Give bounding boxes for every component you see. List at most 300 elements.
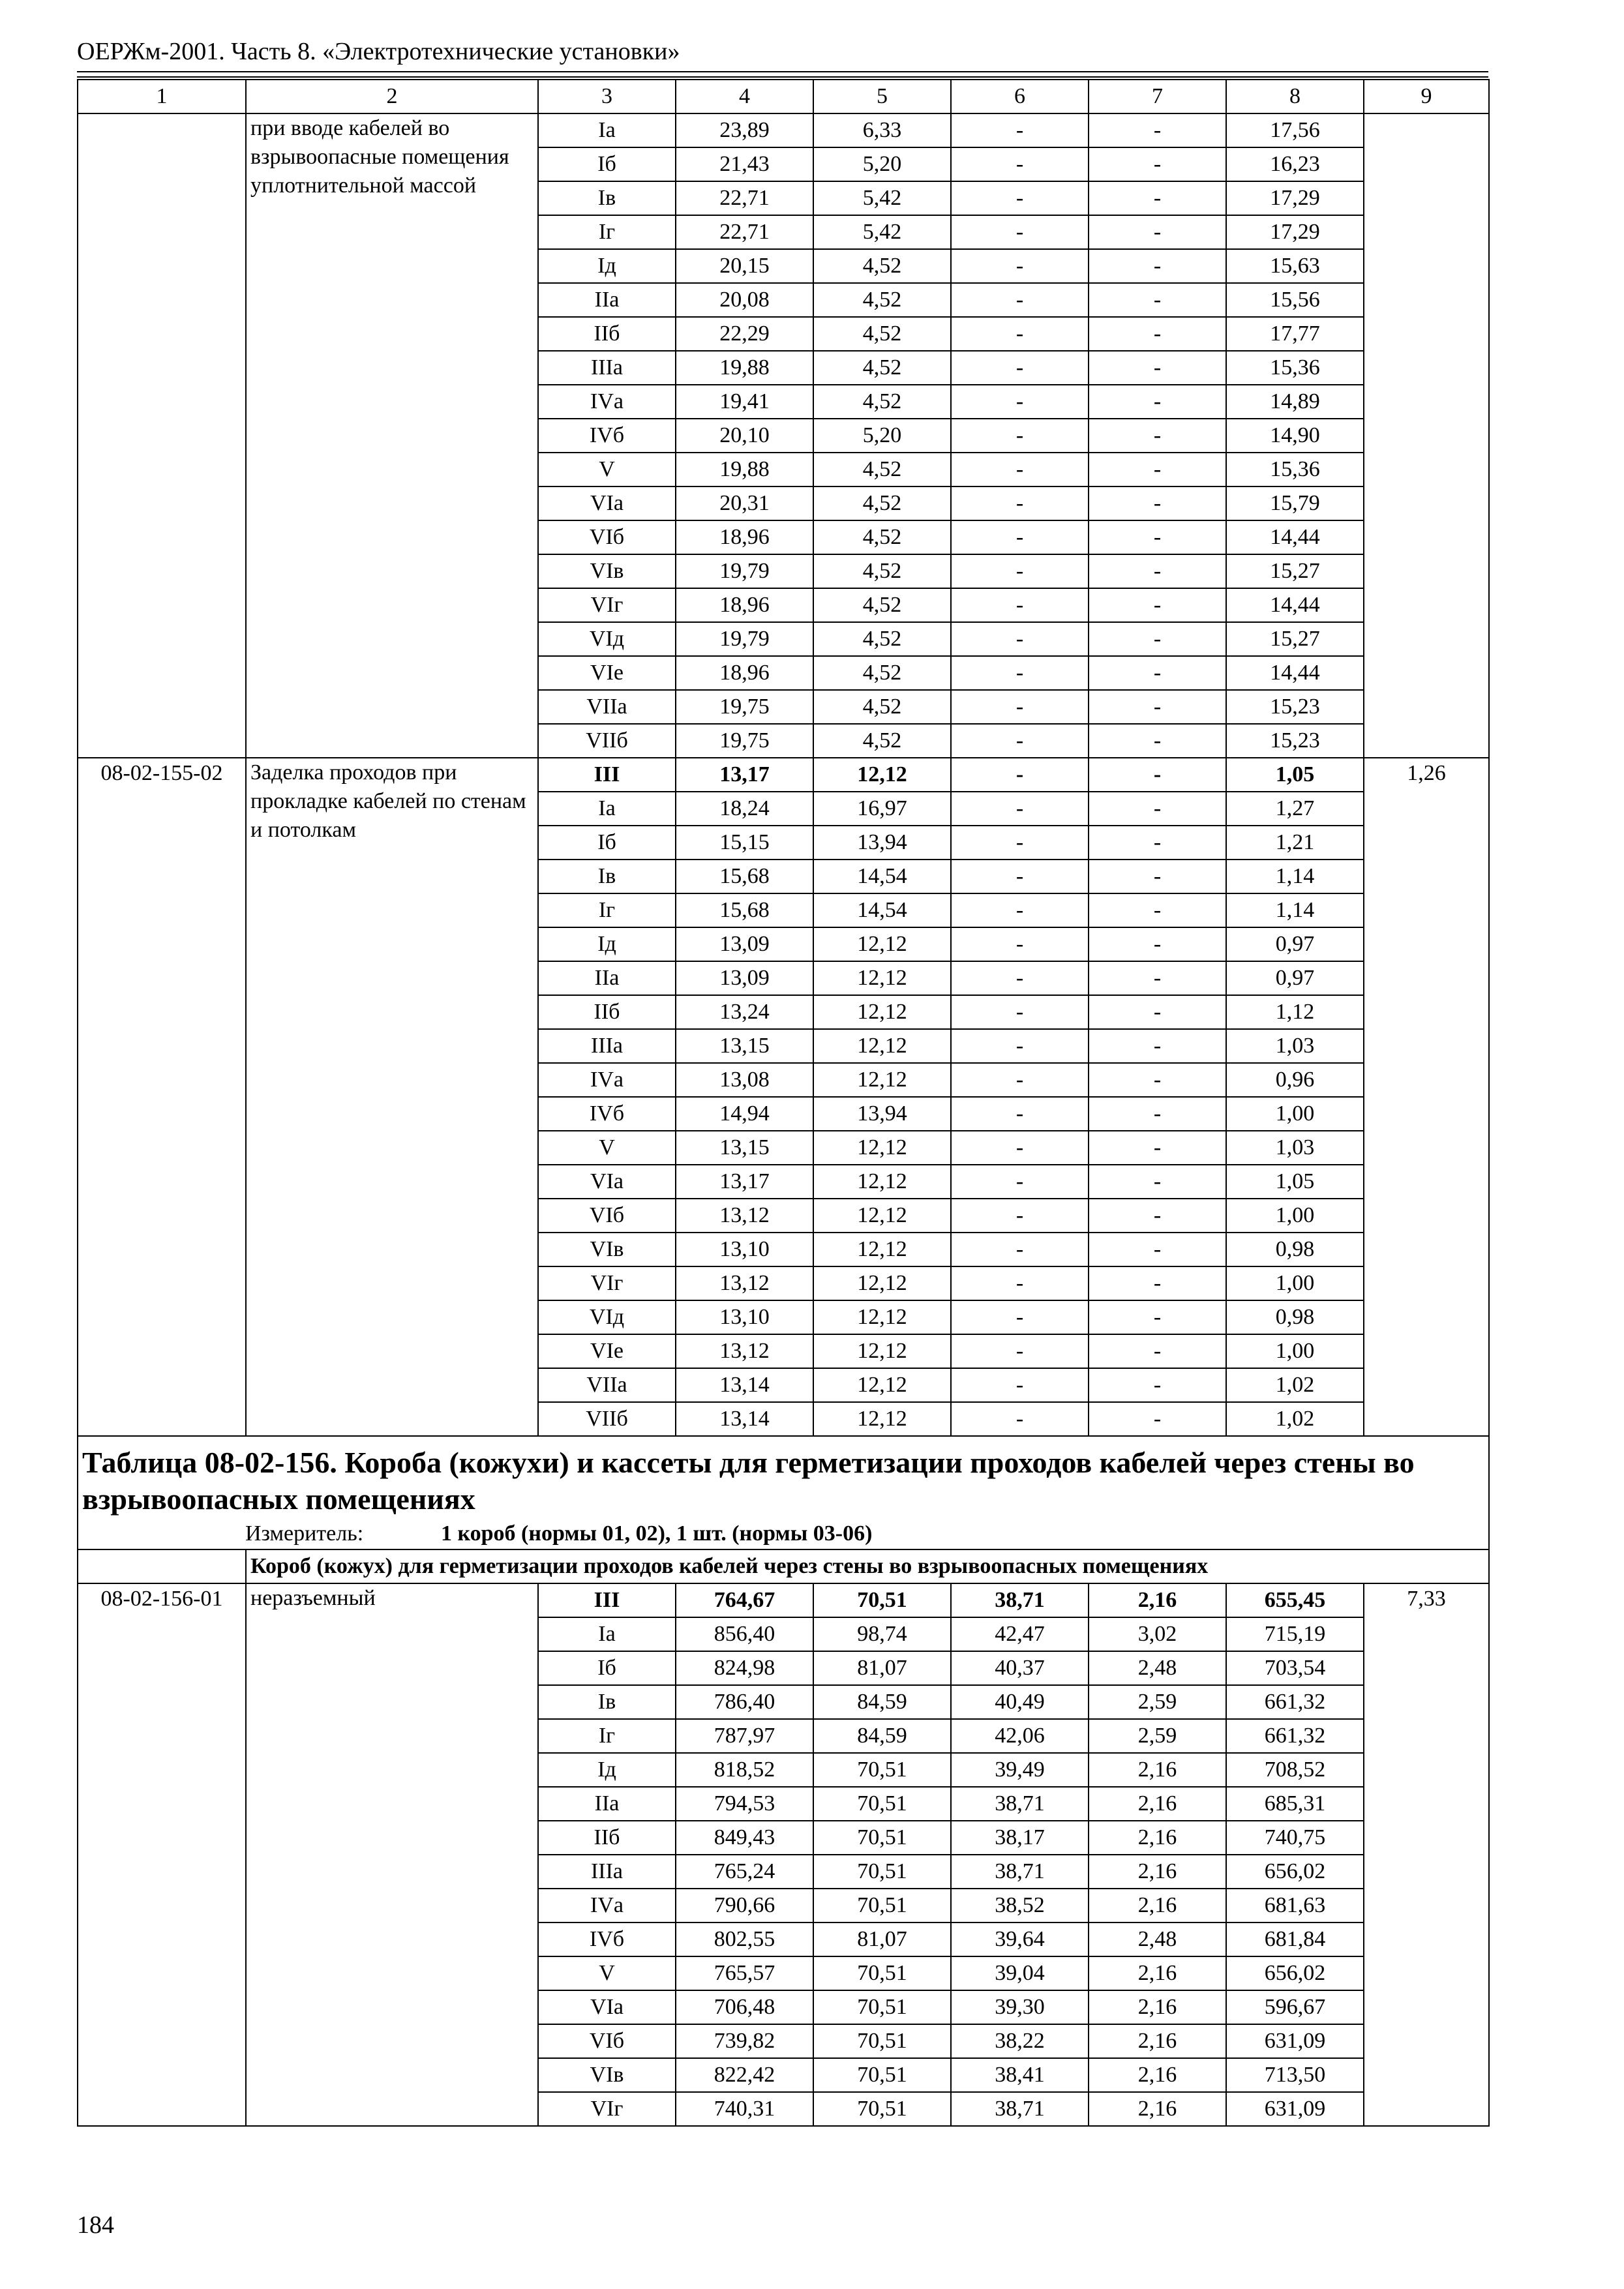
table-cell: IIб — [538, 1821, 676, 1855]
table-cell: 12,12 — [813, 1233, 951, 1266]
table-cell: 2,16 — [1089, 1753, 1226, 1787]
table-cell: VIг — [538, 1266, 676, 1300]
table-cell: 70,51 — [813, 1990, 951, 2024]
table-cell: 19,88 — [676, 453, 813, 486]
table-cell: 0,97 — [1226, 961, 1364, 995]
table-cell: - — [951, 181, 1089, 215]
table-cell: 2,16 — [1089, 1583, 1226, 1617]
table-cell: 13,17 — [676, 1165, 813, 1199]
table-cell: IVб — [538, 1097, 676, 1131]
table-cell: - — [951, 758, 1089, 792]
table-cell: 12,12 — [813, 1199, 951, 1233]
table-cell: - — [1089, 1402, 1226, 1436]
table-cell: 4,52 — [813, 724, 951, 758]
table-cell: 2,16 — [1089, 1787, 1226, 1821]
table-cell: - — [1089, 147, 1226, 181]
table-cell: - — [1089, 792, 1226, 826]
table-cell: VIе — [538, 656, 676, 690]
table-cell: 822,42 — [676, 2058, 813, 2092]
table-cell: - — [951, 249, 1089, 283]
table-cell: 13,94 — [813, 826, 951, 860]
table-cell: - — [951, 1233, 1089, 1266]
table-cell: - — [1089, 588, 1226, 622]
column-number: 7 — [1089, 80, 1226, 113]
table-cell: 19,41 — [676, 385, 813, 419]
column-number: 9 — [1364, 80, 1489, 113]
table-cell: 70,51 — [813, 1855, 951, 1889]
table-cell: 2,16 — [1089, 1821, 1226, 1855]
table-cell: 40,49 — [951, 1685, 1089, 1719]
table-cell: Iг — [538, 1719, 676, 1753]
table-cell: 2,16 — [1089, 1889, 1226, 1922]
table-cell: - — [951, 588, 1089, 622]
table-cell: Iд — [538, 927, 676, 961]
table-cell: VIе — [538, 1334, 676, 1368]
table-cell: 13,15 — [676, 1029, 813, 1063]
table-cell: IVа — [538, 385, 676, 419]
table-cell: 42,47 — [951, 1617, 1089, 1651]
column-number: 4 — [676, 80, 813, 113]
table-cell: VIв — [538, 554, 676, 588]
table-cell: - — [1089, 1233, 1226, 1266]
column-number: 3 — [538, 80, 676, 113]
table-cell: 739,82 — [676, 2024, 813, 2058]
table-cell: 38,41 — [951, 2058, 1089, 2092]
table-cell: 1,02 — [1226, 1402, 1364, 1436]
table-cell: - — [1089, 419, 1226, 453]
table-cell: VIа — [538, 1165, 676, 1199]
table-cell: - — [951, 792, 1089, 826]
table-cell: 4,52 — [813, 520, 951, 554]
table-cell: 38,22 — [951, 2024, 1089, 2058]
table-cell: 703,54 — [1226, 1651, 1364, 1685]
table-cell: 0,98 — [1226, 1233, 1364, 1266]
table-cell: - — [951, 690, 1089, 724]
table-cell: 12,12 — [813, 1165, 951, 1199]
table-cell: - — [1089, 283, 1226, 317]
meter-row — [78, 1519, 1489, 1549]
table-cell: 38,71 — [951, 1583, 1089, 1617]
table-cell: 3,02 — [1089, 1617, 1226, 1651]
table-cell: 5,42 — [813, 215, 951, 249]
norm-code: 08-02-156-01 — [78, 1583, 246, 2126]
table-cell: VIб — [538, 2024, 676, 2058]
table-cell: 12,12 — [813, 927, 951, 961]
table-cell: 713,50 — [1226, 2058, 1364, 2092]
table-cell: 22,71 — [676, 215, 813, 249]
table-cell: VIIб — [538, 724, 676, 758]
table-cell: 17,56 — [1226, 113, 1364, 147]
table-cell: V — [538, 1131, 676, 1165]
table-cell: 12,12 — [813, 995, 951, 1029]
column-number: 1 — [78, 80, 246, 113]
table-cell: 5,42 — [813, 181, 951, 215]
table-cell: 2,59 — [1089, 1719, 1226, 1753]
column-number: 8 — [1226, 80, 1364, 113]
table-cell: 12,12 — [813, 758, 951, 792]
table-cell: 596,67 — [1226, 1990, 1364, 2024]
table-cell: 0,96 — [1226, 1063, 1364, 1097]
table-cell: - — [1089, 1266, 1226, 1300]
table-cell: V — [538, 1956, 676, 1990]
table-cell: Iд — [538, 249, 676, 283]
table-cell: - — [951, 215, 1089, 249]
table-cell: IIIа — [538, 1029, 676, 1063]
table-cell: - — [1089, 995, 1226, 1029]
table-cell: 765,24 — [676, 1855, 813, 1889]
table-cell: 20,15 — [676, 249, 813, 283]
table-cell: - — [1089, 724, 1226, 758]
table-cell: 818,52 — [676, 1753, 813, 1787]
table-cell: Iб — [538, 1651, 676, 1685]
table-cell: IIб — [538, 995, 676, 1029]
table-cell: 1,05 — [1226, 1165, 1364, 1199]
table-cell: - — [951, 1368, 1089, 1402]
table-cell: 4,52 — [813, 486, 951, 520]
table-cell: - — [951, 1199, 1089, 1233]
column-9-value — [1364, 113, 1489, 758]
table-cell: Iг — [538, 893, 676, 927]
table-cell: 15,36 — [1226, 351, 1364, 385]
table-cell: 1,00 — [1226, 1097, 1364, 1131]
table-cell: 2,16 — [1089, 2024, 1226, 2058]
table-cell: 13,15 — [676, 1131, 813, 1165]
table-cell: 15,79 — [1226, 486, 1364, 520]
table-cell: - — [951, 385, 1089, 419]
table-cell: 38,52 — [951, 1889, 1089, 1922]
table-cell: 2,16 — [1089, 2058, 1226, 2092]
table-cell: 19,79 — [676, 622, 813, 656]
table-cell: 681,63 — [1226, 1889, 1364, 1922]
table-cell: - — [951, 113, 1089, 147]
table-cell: 740,75 — [1226, 1821, 1364, 1855]
table-cell: 824,98 — [676, 1651, 813, 1685]
table-cell: 1,27 — [1226, 792, 1364, 826]
table-cell: - — [951, 860, 1089, 893]
table-cell: 2,16 — [1089, 2092, 1226, 2126]
table-cell: 1,00 — [1226, 1334, 1364, 1368]
table-cell: - — [951, 656, 1089, 690]
table-cell: Iа — [538, 792, 676, 826]
subheading-row — [78, 1549, 1489, 1583]
table-cell: V — [538, 453, 676, 486]
table-cell: 14,54 — [813, 893, 951, 927]
table-cell: VIа — [538, 1990, 676, 2024]
table-cell: 84,59 — [813, 1719, 951, 1753]
table-title-row — [78, 1436, 1489, 1519]
table-cell: 84,59 — [813, 1685, 951, 1719]
table-cell: Iб — [538, 826, 676, 860]
table-cell: 15,68 — [676, 860, 813, 893]
table-cell: 13,09 — [676, 927, 813, 961]
table-cell: 70,51 — [813, 2024, 951, 2058]
column-numbers-row — [78, 80, 1489, 113]
table-cell: IIIа — [538, 351, 676, 385]
table-cell: 12,12 — [813, 1266, 951, 1300]
table-cell: - — [1089, 893, 1226, 927]
table-cell: 4,52 — [813, 249, 951, 283]
table-cell: 4,52 — [813, 385, 951, 419]
table-cell: 5,20 — [813, 147, 951, 181]
table-cell: 4,52 — [813, 283, 951, 317]
table-cell: 70,51 — [813, 1821, 951, 1855]
table-cell: - — [951, 1097, 1089, 1131]
table-cell: - — [1089, 1165, 1226, 1199]
table-cell: 38,71 — [951, 2092, 1089, 2126]
table-cell: Iд — [538, 1753, 676, 1787]
table-cell: VIа — [538, 486, 676, 520]
table-cell: - — [1089, 622, 1226, 656]
table-cell: 16,97 — [813, 792, 951, 826]
table-cell: IVб — [538, 1922, 676, 1956]
header-rule — [77, 71, 1488, 72]
table-cell: - — [1089, 486, 1226, 520]
table-cell: VIIа — [538, 690, 676, 724]
table-cell: 39,64 — [951, 1922, 1089, 1956]
table-cell: - — [951, 893, 1089, 927]
table-cell: IVб — [538, 419, 676, 453]
table-cell: 15,23 — [1226, 724, 1364, 758]
table-cell: 12,12 — [813, 1063, 951, 1097]
table-cell: VIб — [538, 520, 676, 554]
table-cell: 21,43 — [676, 147, 813, 181]
table-cell: 15,27 — [1226, 554, 1364, 588]
table-cell: 13,94 — [813, 1097, 951, 1131]
table-cell: 1,00 — [1226, 1199, 1364, 1233]
table-cell: - — [1089, 656, 1226, 690]
table-cell: - — [1089, 1368, 1226, 1402]
table-cell: VIв — [538, 1233, 676, 1266]
table-cell: - — [951, 554, 1089, 588]
meter-cell — [78, 1519, 1489, 1549]
table-cell: 13,10 — [676, 1233, 813, 1266]
table-cell: IIа — [538, 961, 676, 995]
table-cell: 661,32 — [1226, 1719, 1364, 1753]
table-cell: 4,52 — [813, 690, 951, 724]
table-cell: 1,03 — [1226, 1131, 1364, 1165]
table-cell: Iа — [538, 113, 676, 147]
norm-description: Заделка проходов при прокладке кабелей по стенам и потолкам — [246, 758, 538, 1436]
table-cell: 17,29 — [1226, 181, 1364, 215]
table-cell: Iв — [538, 1685, 676, 1719]
table-cell: 17,77 — [1226, 317, 1364, 351]
table-cell: 12,12 — [813, 1300, 951, 1334]
table-cell: 2,48 — [1089, 1922, 1226, 1956]
table-cell: 4,52 — [813, 317, 951, 351]
table-cell: 15,63 — [1226, 249, 1364, 283]
table-cell: - — [951, 520, 1089, 554]
table-cell: 12,12 — [813, 1368, 951, 1402]
table-cell: - — [1089, 453, 1226, 486]
table-cell: III — [538, 1583, 676, 1617]
table-cell: 18,96 — [676, 656, 813, 690]
table-cell: VIв — [538, 2058, 676, 2092]
table-cell: 70,51 — [813, 1956, 951, 1990]
table-cell: - — [951, 486, 1089, 520]
table-cell: - — [951, 283, 1089, 317]
table-cell: 4,52 — [813, 554, 951, 588]
table-cell: 13,24 — [676, 995, 813, 1029]
table-cell: - — [951, 1334, 1089, 1368]
table-cell: 13,12 — [676, 1199, 813, 1233]
table-cell: 2,16 — [1089, 1956, 1226, 1990]
table-cell: 81,07 — [813, 1922, 951, 1956]
table-cell: 98,74 — [813, 1617, 951, 1651]
table-cell: 715,19 — [1226, 1617, 1364, 1651]
table-cell: 1,21 — [1226, 826, 1364, 860]
table-cell: VIIб — [538, 1402, 676, 1436]
table-cell: 4,52 — [813, 351, 951, 385]
table-cell: 740,31 — [676, 2092, 813, 2126]
table-cell: 38,17 — [951, 1821, 1089, 1855]
table-cell: 1,02 — [1226, 1368, 1364, 1402]
subheading: Короб (кожух) для герметизации проходов кабелей через стены во взрывоопасных помещениях — [246, 1549, 1489, 1583]
column-number: 5 — [813, 80, 951, 113]
table-cell: 19,75 — [676, 690, 813, 724]
table-cell: VIIа — [538, 1368, 676, 1402]
table-cell: Iб — [538, 147, 676, 181]
table-cell: - — [1089, 1334, 1226, 1368]
table-cell: - — [1089, 351, 1226, 385]
table-cell: - — [951, 1402, 1089, 1436]
table-cell: 13,14 — [676, 1402, 813, 1436]
table-cell: 765,57 — [676, 1956, 813, 1990]
table-cell: IIIа — [538, 1855, 676, 1889]
table-cell: 4,52 — [813, 622, 951, 656]
table-cell: 856,40 — [676, 1617, 813, 1651]
table-cell: 4,52 — [813, 453, 951, 486]
table-cell: - — [1089, 249, 1226, 283]
table-cell: 849,43 — [676, 1821, 813, 1855]
table-cell: 42,06 — [951, 1719, 1089, 1753]
table-cell: 2,16 — [1089, 1990, 1226, 2024]
table-cell: - — [951, 1131, 1089, 1165]
table-cell: 13,17 — [676, 758, 813, 792]
table-cell: 0,97 — [1226, 927, 1364, 961]
table-cell: - — [1089, 385, 1226, 419]
table-cell: 14,44 — [1226, 520, 1364, 554]
table-cell: 12,12 — [813, 1334, 951, 1368]
norm-code: 08-02-155-02 — [78, 758, 246, 1436]
table-cell: 70,51 — [813, 1583, 951, 1617]
table-cell: IIа — [538, 1787, 676, 1821]
table-cell: VIд — [538, 622, 676, 656]
table-cell: 38,71 — [951, 1787, 1089, 1821]
table-cell: - — [951, 317, 1089, 351]
table-cell: IIа — [538, 283, 676, 317]
table-cell: 13,14 — [676, 1368, 813, 1402]
table-cell: 656,02 — [1226, 1855, 1364, 1889]
table-cell: 12,12 — [813, 961, 951, 995]
table-cell: 39,30 — [951, 1990, 1089, 2024]
table-cell: - — [1089, 215, 1226, 249]
table-cell: 12,12 — [813, 1131, 951, 1165]
table-cell: 681,84 — [1226, 1922, 1364, 1956]
table-cell: 656,02 — [1226, 1956, 1364, 1990]
table-cell: 655,45 — [1226, 1583, 1364, 1617]
table-cell: 706,48 — [676, 1990, 813, 2024]
table-cell: 70,51 — [813, 2058, 951, 2092]
table-cell: 19,75 — [676, 724, 813, 758]
table-cell: 22,71 — [676, 181, 813, 215]
table-cell: Iв — [538, 860, 676, 893]
table-cell: - — [951, 1266, 1089, 1300]
table-cell: 70,51 — [813, 2092, 951, 2126]
table-cell: VIг — [538, 588, 676, 622]
table-cell: 14,89 — [1226, 385, 1364, 419]
meter-value: 1 короб (нормы 01, 02), 1 шт. (нормы 03-06) — [441, 1521, 873, 1546]
table-cell: 15,36 — [1226, 453, 1364, 486]
table-cell: 1,05 — [1226, 758, 1364, 792]
table-cell: 70,51 — [813, 1787, 951, 1821]
table-cell: 794,53 — [676, 1787, 813, 1821]
table-cell: 18,96 — [676, 588, 813, 622]
table-cell: 631,09 — [1226, 2024, 1364, 2058]
table-cell: 39,49 — [951, 1753, 1089, 1787]
page-number: 184 — [77, 2211, 114, 2239]
table-cell: 18,96 — [676, 520, 813, 554]
table-cell: - — [1089, 181, 1226, 215]
table-cell: - — [951, 1029, 1089, 1063]
table-cell: 70,51 — [813, 1889, 951, 1922]
table-cell: 787,97 — [676, 1719, 813, 1753]
table-cell: 14,94 — [676, 1097, 813, 1131]
table-cell: III — [538, 758, 676, 792]
table-cell: - — [951, 1165, 1089, 1199]
table-cell: 708,52 — [1226, 1753, 1364, 1787]
table-cell: - — [1089, 1097, 1226, 1131]
table-cell: - — [1089, 1199, 1226, 1233]
table-cell: 15,56 — [1226, 283, 1364, 317]
table-cell: - — [1089, 927, 1226, 961]
table-cell: - — [951, 724, 1089, 758]
table-cell: 1,00 — [1226, 1266, 1364, 1300]
table-cell: 2,48 — [1089, 1651, 1226, 1685]
table-cell: - — [1089, 113, 1226, 147]
table-cell: - — [1089, 1029, 1226, 1063]
table-cell: 23,89 — [676, 113, 813, 147]
table-cell: - — [1089, 690, 1226, 724]
table-cell: 14,44 — [1226, 656, 1364, 690]
table-cell: - — [1089, 1300, 1226, 1334]
table-cell: 81,07 — [813, 1651, 951, 1685]
table-cell: 14,90 — [1226, 419, 1364, 453]
table-cell: 18,24 — [676, 792, 813, 826]
table-cell: - — [951, 927, 1089, 961]
table-cell: - — [951, 995, 1089, 1029]
table-cell: - — [1089, 554, 1226, 588]
column-number: 6 — [951, 80, 1089, 113]
table-cell: 15,23 — [1226, 690, 1364, 724]
table-cell: - — [951, 419, 1089, 453]
table-cell: - — [951, 1063, 1089, 1097]
table-cell: - — [951, 622, 1089, 656]
table-cell: 39,04 — [951, 1956, 1089, 1990]
table-cell: Iг — [538, 215, 676, 249]
table-cell: 14,54 — [813, 860, 951, 893]
table-cell: 1,12 — [1226, 995, 1364, 1029]
page-header-title: ОЕРЖм-2001. Часть 8. «Электротехнические установки» — [77, 38, 680, 65]
table-cell: - — [1089, 520, 1226, 554]
table-cell: - — [951, 1300, 1089, 1334]
table-cell: 20,10 — [676, 419, 813, 453]
table-cell: 13,10 — [676, 1300, 813, 1334]
table-cell: 38,71 — [951, 1855, 1089, 1889]
table-cell: IIб — [538, 317, 676, 351]
table-cell: 2,16 — [1089, 1855, 1226, 1889]
table-cell: 661,32 — [1226, 1685, 1364, 1719]
table-cell: - — [1089, 1131, 1226, 1165]
